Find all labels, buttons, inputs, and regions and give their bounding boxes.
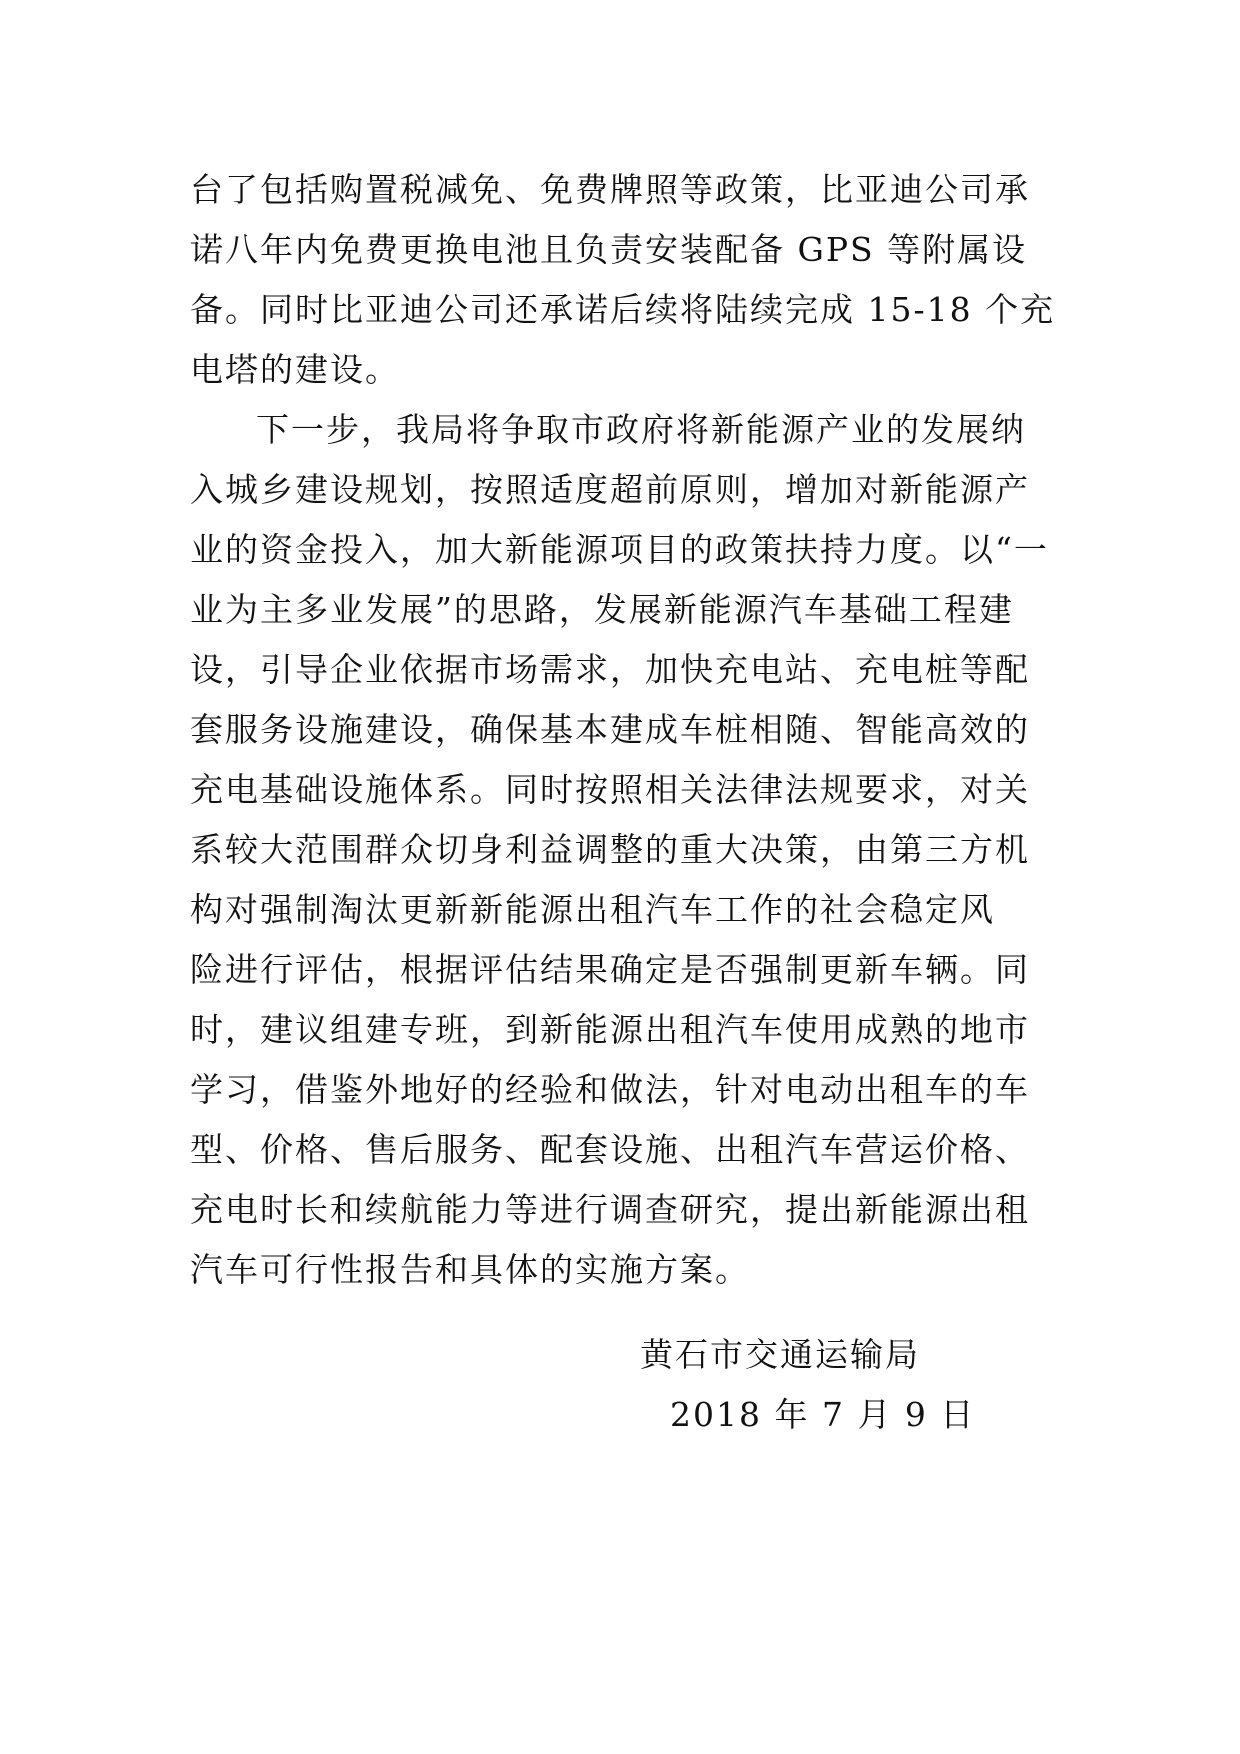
paragraph-2-line-8: 系较大范围群众切身利益调整的重大决策，由第三方机 xyxy=(190,830,1030,869)
paragraph-2-line-5: 设，引导企业依据市场需求，加快充电站、充电桩等配 xyxy=(190,650,1030,689)
paragraph-2-line-10: 险进行评估，根据评估结果确定是否强制更新车辆。同 xyxy=(190,950,1030,989)
paragraph-2-line-9: 构对强制淘汰更新新能源出租汽车工作的社会稳定风 xyxy=(190,890,995,929)
paragraph-1-line-1: 台了包括购置税减免、免费牌照等政策，比亚迪公司承 xyxy=(190,170,1030,209)
signature-date: 2018 年 7 月 9 日 xyxy=(670,1395,976,1434)
signature-block xyxy=(640,1325,976,1445)
paragraph-2-line-2: 入城乡建设规划，按照适度超前原则，增加对新能源产 xyxy=(190,470,1030,509)
paragraph-2-line-15: 汽车可行性报告和具体的实施方案。 xyxy=(190,1250,750,1289)
paragraph-1-line-3: 备。同时比亚迪公司还承诺后续将陆续完成 15-18 个充 xyxy=(190,290,1056,329)
paragraph-2-line-14: 充电时长和续航能力等进行调查研究，提出新能源出租 xyxy=(190,1190,1030,1229)
paragraph-1-line-2: 诺八年内免费更换电池且负责安装配备 GPS 等附属设 xyxy=(190,230,1028,269)
signature-organization: 黄石市交通运输局 xyxy=(640,1335,920,1374)
paragraph-2-line-11: 时，建议组建专班，到新能源出租汽车使用成熟的地市 xyxy=(190,1010,1030,1049)
paragraph-2-line-6: 套服务设施建设，确保基本建成车桩相随、智能高效的 xyxy=(190,710,1030,749)
paragraph-2-line-7: 充电基础设施体系。同时按照相关法律法规要求，对关 xyxy=(190,770,1030,809)
paragraph-2-line-1: 下一步，我局将争取市政府将新能源产业的发展纳 xyxy=(256,410,1026,449)
paragraph-2-line-3: 业的资金投入，加大新能源项目的政策扶持力度。以“一 xyxy=(190,530,1049,569)
paragraph-2-line-4: 业为主多业发展”的思路，发展新能源汽车基础工程建 xyxy=(190,590,1014,629)
paragraph-1-line-4: 电塔的建设。 xyxy=(190,350,400,389)
paragraph-2-line-13: 型、价格、售后服务、配套设施、出租汽车营运价格、 xyxy=(190,1130,1030,1169)
paragraph-2-line-12: 学习，借鉴外地好的经验和做法，针对电动出租车的车 xyxy=(190,1070,1030,1109)
document-body xyxy=(190,160,1056,1300)
